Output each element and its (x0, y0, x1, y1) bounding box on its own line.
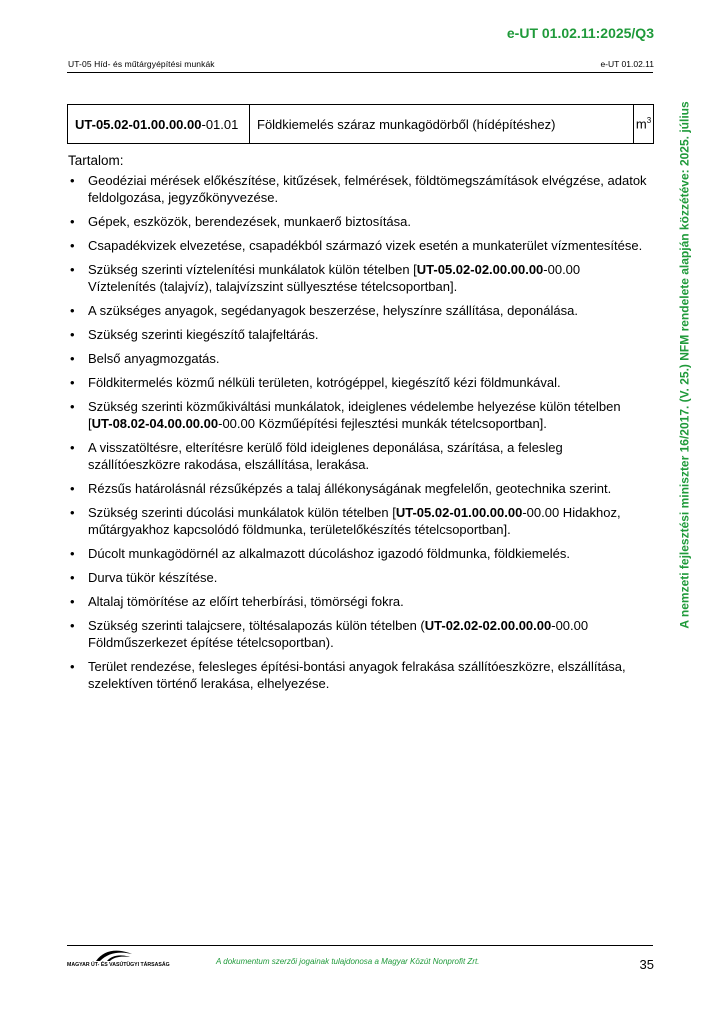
item-reference-code: UT-08.02-04.00.00.00 (91, 416, 219, 431)
list-item (68, 237, 648, 254)
list-item (68, 350, 648, 367)
item-unit-cell (634, 105, 654, 144)
list-item-text: A szükséges anyagok, segédanyagok beszerzése, helyszínre szállítása, deponálása. (88, 303, 578, 318)
header-divider (67, 72, 653, 73)
list-item (68, 374, 648, 391)
list-item-text: -00.00 Földműszerkezet építése tételcsoportban). (88, 618, 589, 650)
content-list (68, 172, 648, 699)
publication-note-text: A nemzeti fejlesztési miniszter 16/2017. (V. 25.) NFM rendelete alapján közzétéve: 2025. július (678, 101, 693, 629)
copyright-notice: A dokumentum szerzői jogainak tulajdonosa a Magyar Közút Nonprofit Zrt. (216, 957, 480, 966)
item-table (67, 104, 654, 144)
list-item (68, 504, 648, 538)
list-item-text: Geodéziai mérések előkészítése, kitűzések, felmérések, földtömegszámítások elvégzése, adatok feldolgozása, jegyzőkönyvezése. (88, 173, 647, 205)
unit-base: m (635, 116, 647, 132)
list-item (68, 569, 648, 586)
list-item (68, 398, 648, 432)
logo-swoosh-icon (95, 948, 133, 962)
list-item (68, 439, 648, 473)
list-item-text: Rézsűs határolásnál rézsűképzés a talaj állékonyságának megfelelőn, geotechnika szerint. (88, 481, 612, 496)
logo-text: MAGYAR ÚT- ÉS VASÚTÜGYI TÁRSASÁG (67, 962, 170, 968)
list-item (68, 261, 648, 295)
item-code-cell (68, 105, 250, 144)
list-item (68, 480, 648, 497)
item-reference-code: UT-05.02-02.00.00.00 (416, 262, 544, 277)
list-item-text: Belső anyagmozgatás. (88, 351, 220, 366)
document-id: e-UT 01.02.11 (600, 59, 654, 69)
list-item (68, 658, 648, 692)
document-code: e-UT 01.02.11:2025/Q3 (506, 25, 654, 41)
item-reference-code: UT-02.02-02.00.00.00 (424, 618, 552, 633)
list-item-text: Dúcolt munkagödörnél az alkalmazott dúcoláshoz igazodó földmunka, földkiemelés. (88, 546, 570, 561)
unit-exponent: 3 (646, 116, 652, 126)
list-item (68, 302, 648, 319)
list-item-text: Durva tükör készítése. (88, 570, 218, 585)
footer-divider (67, 945, 653, 946)
list-item (68, 172, 648, 206)
list-item-text: Szükség szerinti víztelenítési munkálatok külön tételben [ (88, 262, 417, 277)
item-code: UT-05.02-01.00.00.00 (75, 116, 202, 132)
list-item-text: Szükség szerinti közműkiváltási munkálatok, ideiglenes védelembe helyezése külön tételben [ (88, 399, 621, 431)
list-item (68, 617, 648, 651)
list-item-text: A visszatöltésre, elterítésre kerülő föld ideiglenes deponálása, szárítása, a felesleg szállítóeszközre rakodása, elszállítása, lerakása. (88, 440, 563, 472)
list-item-text: Terület rendezése, felesleges építési-bontási anyagok felrakása szállítóeszközre, elszállítása, szelektíven történő lerakása, elhelyezése. (88, 659, 626, 691)
list-item-text: Szükség szerinti dúcolási munkálatok külön tételben [ (88, 505, 396, 520)
content-heading: Tartalom: (68, 153, 124, 168)
company-logo (67, 948, 170, 970)
page-number: 35 (639, 957, 654, 972)
list-item-text: Csapadékvizek elvezetése, csapadékból származó vizek esetén a munkaterület vízmentesítése. (88, 238, 643, 253)
list-item-text: Gépek, eszközök, berendezések, munkaerő biztosítása. (88, 214, 412, 229)
list-item (68, 326, 648, 343)
chapter-title: UT-05 Híd- és műtárgyépítési munkák (68, 59, 215, 69)
list-item-text: -00.00 Közműépítési fejlesztési munkák tételcsoportban]. (218, 416, 547, 431)
list-item (68, 593, 648, 610)
list-item-text: Szükség szerinti talajcsere, töltésalapozás külön tételben ( (88, 618, 425, 633)
item-row (68, 105, 654, 144)
item-reference-code: UT-05.02-01.00.00.00 (395, 505, 523, 520)
list-item (68, 545, 648, 562)
list-item-text: -00.00 Víztelenítés (talajvíz), talajvízszint süllyesztése tételcsoportban]. (88, 262, 581, 294)
list-item-text: Földkitermelés közmű nélküli területen, kotrógéppel, kiegészítő kézi földmunkával. (88, 375, 561, 390)
list-item-text: Altalaj tömörítése az előírt teherbírási, tömörségi fokra. (88, 594, 404, 609)
item-name-cell: Földkiemelés száraz munkagödörből (hídépítéshez) (250, 105, 634, 144)
item-code-suffix: -01.01 (201, 116, 239, 132)
list-item-text: Szükség szerinti kiegészítő talajfeltárás. (88, 327, 319, 342)
publication-note (670, 95, 700, 635)
list-item-text: -00.00 Hidakhoz, műtárgyakhoz kapcsolódó földmunka, területelőkészítés tételcsoportban]. (88, 505, 621, 537)
list-item (68, 213, 648, 230)
